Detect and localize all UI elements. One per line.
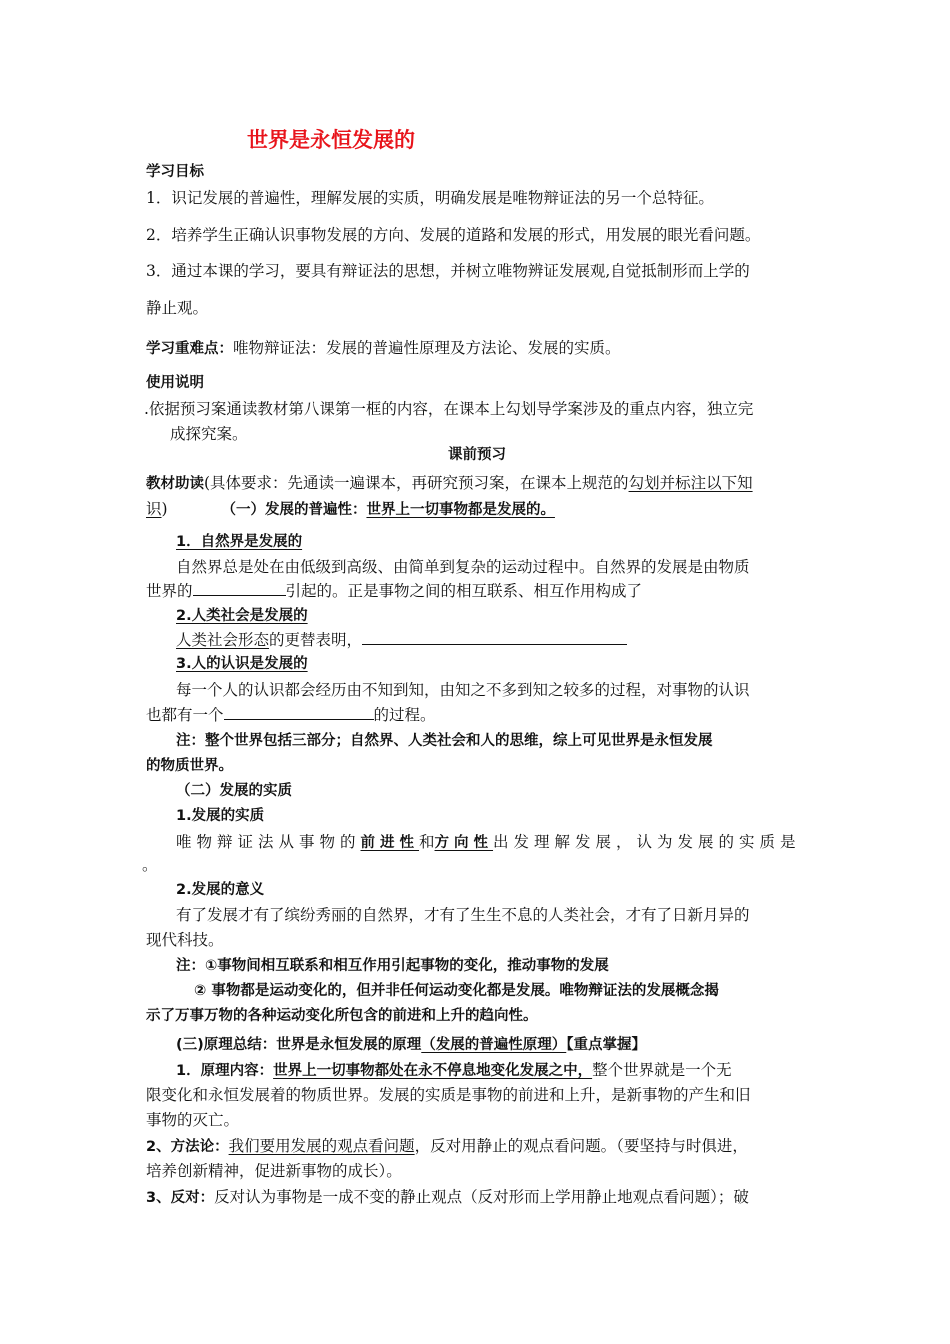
s1-line-b	[146, 581, 642, 601]
s2-title: 2.人类社会是发展的	[176, 608, 308, 624]
s2-text-b: 的更替表明，	[269, 631, 363, 649]
preview-heading: 课前预习	[448, 447, 506, 463]
fill-blank-1[interactable]	[193, 581, 286, 596]
s2-note-1: 注：①事物间相互联系和相互作用引起事物的变化，推动事物的发展	[176, 958, 609, 974]
p2-line-b: 现代科技。	[146, 931, 224, 949]
method-line-2: 培养创新精神，促进新事物的成长）。	[146, 1162, 402, 1180]
s2-note-2: ② 事物都是运动变化的，但并非任何运动变化都是发展。唯物辩证法的发展概念揭	[194, 983, 719, 999]
usage-heading: 使用说明	[146, 375, 204, 391]
oppose-line	[146, 1187, 749, 1208]
s2-text-a: 人类社会形态	[176, 631, 270, 649]
principle-line-1	[176, 1060, 732, 1081]
p1-title: 1.发展的实质	[176, 808, 265, 824]
p1-text-b: 出发理解发展，认为发展的实质是	[493, 833, 801, 851]
section3-heading-underlined: （发展的普遍性原理）	[421, 1037, 567, 1053]
p1-and: 和	[419, 833, 435, 851]
usage-line-1: .依据预习案通读教材第八课第一框的内容，在课本上勾划导学案涉及的重点内容，独立完	[144, 400, 754, 418]
s3-title: 3.人的认识是发展的	[176, 656, 308, 672]
key-points-label: 学习重难点：	[146, 341, 233, 357]
reading-text: (具体要求：先通读一遍课本，再研究预习案，在课本上规范的	[204, 474, 629, 492]
s1-title: 1．自然界是发展的	[176, 534, 303, 550]
reading-label: 教材助读	[146, 476, 204, 492]
reading-paren: )	[161, 500, 168, 518]
s2-note-3: 示了万事万物的各种运动变化所包含的前进和上升的趋向性。	[146, 1008, 538, 1024]
fill-blank-2[interactable]	[362, 630, 627, 645]
oppose-text: 反对认为事物是一成不变的静止观点（反对形而上学用静止地观点看问题）；破	[214, 1188, 749, 1206]
principle-line-2: 限变化和永恒发展着的物质世界。发展的实质是事物的前进和上升，是新事物的产生和旧	[146, 1086, 751, 1104]
p1-direction: 方向性	[434, 835, 494, 851]
page-title: 世界是永恒发展的	[247, 128, 415, 152]
reading-underlined: 勾划并标注以下知	[628, 474, 753, 492]
key-points	[146, 338, 621, 359]
key-points-text: 唯物辩证法：发展的普遍性原理及方法论、发展的实质。	[233, 339, 621, 357]
section1-heading: （一）发展的普遍性：	[221, 502, 367, 518]
s3-line-a: 每一个人的认识都会经历由不知到知，由知之不多到知之较多的过程，对事物的认识	[176, 681, 750, 699]
usage-line-2: 成探究案。	[170, 425, 248, 443]
s1-line-a: 自然界总是处在由低级到高级、由简单到复杂的运动过程中。自然界的发展是由物质	[176, 558, 750, 576]
principle-underlined: 世界上一切事物都处在永不停息地变化发展之中，	[273, 1063, 593, 1079]
fill-blank-3[interactable]	[224, 705, 374, 720]
objective-2: 2．培养学生正确认识事物发展的方向、发展的道路和发展的形式，用发展的眼光看问题。	[146, 226, 761, 244]
s2-line	[176, 630, 627, 650]
principle-text: 整个世界就是一个无	[592, 1061, 732, 1079]
section3-heading-a: (三)原理总结：世界是永恒发展的原理	[176, 1037, 422, 1053]
reading-line	[146, 473, 753, 494]
p2-line-a: 有了发展才有了缤纷秀丽的自然界，才有了生生不息的人类社会，才有了日新月异的	[176, 906, 750, 924]
s1-note-b: 的物质世界。	[146, 758, 233, 774]
objective-3: 3．通过本课的学习，要具有辩证法的思想，并树立唯物辨证发展观,自觉抵制形而上学的	[146, 262, 750, 280]
principle-line-3: 事物的灭亡。	[146, 1111, 240, 1129]
section1-heading-underlined: 世界上一切事物都是发展的。	[366, 502, 555, 518]
section3-heading-b: 【重点掌握】	[566, 1037, 647, 1053]
objectives-heading: 学习目标	[146, 164, 204, 180]
p1-forward: 前进性	[360, 835, 420, 851]
method-underlined: 我们要用发展的观点看问题	[228, 1137, 415, 1155]
section3-heading	[176, 1035, 646, 1055]
method-text: ，反对用静止的观点看问题。（要坚持与时俱进，	[414, 1137, 748, 1155]
reading-line-2	[146, 499, 555, 520]
reading-underlined-end: 识	[146, 500, 162, 518]
p2-title: 2.发展的意义	[176, 882, 265, 898]
principle-label: 1．原理内容：	[176, 1063, 274, 1079]
method-line-1	[146, 1136, 748, 1157]
oppose-label: 3、反对：	[146, 1190, 215, 1206]
p1-line	[176, 832, 801, 853]
p1-line-end: 。	[142, 856, 158, 874]
p1-text-a: 唯物辩证法从事物的	[176, 833, 361, 851]
s1-text-b2: 引起的。正是事物之间的相互联系、相互作用构成了	[285, 582, 643, 600]
method-label: 2、方法论：	[146, 1139, 229, 1155]
objective-1: 1．识记发展的普遍性，理解发展的实质，明确发展是唯物辩证法的另一个总特征。	[146, 189, 714, 207]
section2-heading: （二）发展的实质	[176, 783, 292, 799]
s3-line-b	[146, 705, 436, 725]
s1-note-a: 注：整个世界包括三部分；自然界、人类社会和人的思维，综上可见世界是永恒发展	[176, 733, 713, 749]
s1-text-b1: 世界的	[146, 582, 193, 600]
s3-text-b2: 的过程。	[373, 706, 436, 724]
s3-text-b1: 也都有一个	[146, 706, 224, 724]
objective-3-cont: 静止观。	[146, 299, 209, 317]
